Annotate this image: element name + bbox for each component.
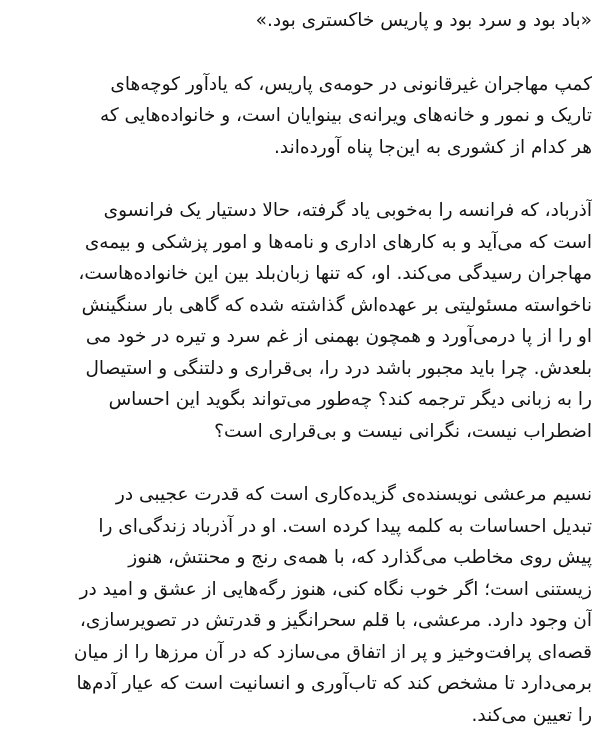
text-line: ناخواسته مسئولیتی بر عهده‌اش گذاشته شده که گاهی بار سنگینش — [8, 290, 592, 322]
text-line: تاریک و نمور و خانه‌های ویرانه‌ی بینوایان است، و خانواده‌هایی که — [8, 100, 592, 132]
text-line: است که می‌آید و به کارهای اداری و نامه‌ها و امور پزشکی و بیمه‌ی — [8, 227, 592, 259]
paragraph-author — [8, 479, 592, 731]
text-line: را تعیین می‌کند. — [8, 700, 592, 731]
text-line: بلعدش. چرا باید مجبور باشد درد را، بی‌قراری و دلتنگی و استیصال — [8, 353, 592, 385]
text-line: آذرباد، که فرانسه را به‌خوبی یاد گرفته، حالا دستیار یک فرانسوی — [8, 195, 592, 227]
text-line: کمپ مهاجران غیرقانونی در حومه‌ی پاریس، که یادآور کوچه‌های — [8, 69, 592, 101]
text-line: تبدیل احساسات به کلمه پیدا کرده است. او در آذرباد زندگی‌ای را — [8, 511, 592, 543]
quote-paragraph — [8, 5, 592, 37]
text-line: مهاجران رسیدگی می‌کند. او، که تنها زبان‌بلد بین این خانواده‌هاست، — [8, 258, 592, 290]
paragraph-azarbad — [8, 195, 592, 447]
text-line: قصه‌ای پرافت‌وخیز و پر از اتفاق می‌سازد که در آن مرزها را از میان — [8, 637, 592, 669]
paragraph-gap — [8, 447, 592, 479]
text-line: پیش روی مخاطب می‌گذارد که، با همه‌ی رنج و محنتش، هنوز — [8, 542, 592, 574]
text-line: زیستنی است؛ اگر خوب نگاه کنی، هنوز رگه‌هایی از عشق و امید در — [8, 574, 592, 606]
text-line: او را از پا درمی‌آورد و همچون بهمنی از غم سرد و تیره در خود می — [8, 321, 592, 353]
text-line: برمی‌دارد تا مشخص کند که تاب‌آوری و انسانیت است که عیار آدم‌ها — [8, 668, 592, 700]
quote-line: «باد بود و سرد بود و پاریس خاکستری بود.» — [8, 5, 592, 37]
paragraph-camp — [8, 69, 592, 164]
paragraph-gap — [8, 37, 592, 69]
text-line: هر کدام از کشوری به این‌جا پناه آورده‌اند. — [8, 132, 592, 164]
text-line: نسیم مرعشی نویسنده‌ی گزیده‌کاری است که قدرت عجیبی در — [8, 479, 592, 511]
text-line: اضطراب نیست، نگرانی نیست و بی‌قراری است؟ — [8, 416, 592, 448]
text-line: را به زبانی دیگر ترجمه کند؟ چه‌طور می‌تواند بگوید این احساس — [8, 384, 592, 416]
text-line: آن وجود دارد. مرعشی، با قلم سحرانگیز و قدرتش در تصویرسازی، — [8, 605, 592, 637]
paragraph-gap — [8, 163, 592, 195]
